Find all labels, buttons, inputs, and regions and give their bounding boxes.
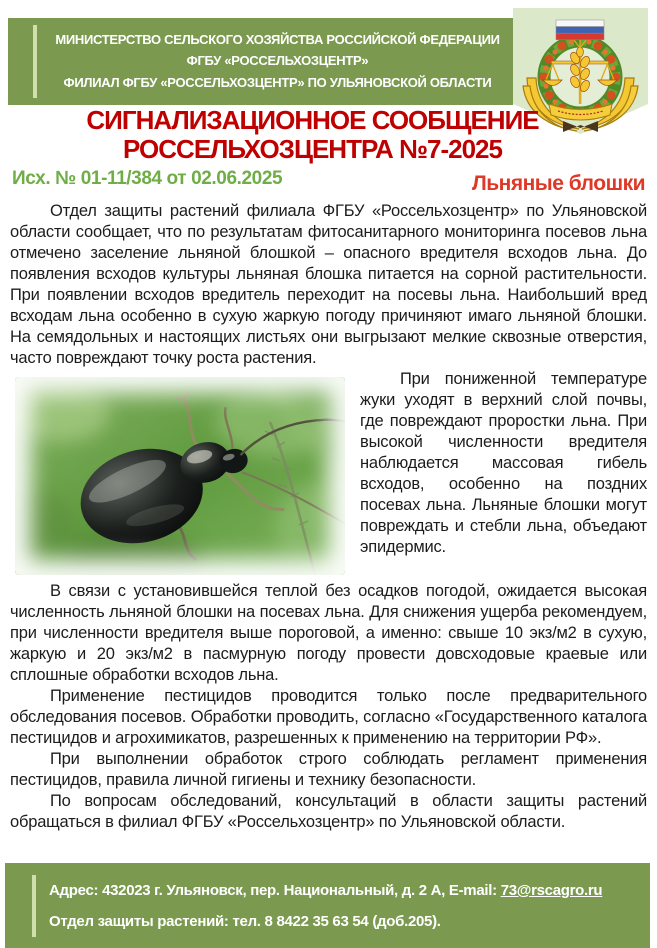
phone-line: Отдел защиты растений: тел. 8 8422 35 63 54 (доб.205). bbox=[49, 913, 441, 930]
title-line-1: СИГНАЛИЗАЦИОННОЕ СООБЩЕНИЕ bbox=[86, 105, 539, 135]
org-line-branch: ФИЛИАЛ ФГБУ «РОССЕЛЬХОЗЦЕНТР» ПО УЛЬЯНОВСКОЙ ОБЛАСТИ bbox=[63, 74, 492, 90]
flax-flea-beetle-photo bbox=[15, 377, 345, 575]
address-text: Адрес: 432023 г. Ульяновск, пер. Национальный, д. 2 А, E-mail: bbox=[49, 882, 501, 899]
body-paragraph: При выполнении обработок строго соблюдать регламент применения пестицидов, правила личной гигиены и технику безопасности. bbox=[10, 750, 647, 789]
org-line-ministry: МИНИСТЕРСТВО СЕЛЬСКОГО ХОЗЯЙСТВА РОССИЙСКОЙ ФЕДЕРАЦИИ bbox=[55, 32, 500, 48]
russia-flag-icon bbox=[556, 20, 604, 40]
page-title bbox=[0, 106, 625, 164]
document-body bbox=[10, 201, 647, 833]
body-paragraph: При пониженной температуре жуки уходят в верхний слой почвы, где повреждают проростки льна. При высокой численности вредителя наблюдается массовая гибель всходов, особенно на поздних посевах льна. Льняные блошки могут повреждать и стебли льна, объедают эпидермис. bbox=[360, 370, 647, 556]
footer-band bbox=[5, 863, 650, 948]
email-link[interactable]: 73@rscagro.ru bbox=[500, 882, 603, 899]
body-paragraph: Отдел защиты растений филиала ФГБУ «Россельхозцентр» по Ульяновской области сообщает, что по результатам фитосанитарного мониторинга посевов льна отмечено заселение льняной блошкой – опасного вредителя всходов льна. До появления всходов культуры льняная блошка питается на сорной растительности. При появлении всходов вредитель переходит на посевы льна. Наибольший вред всходам льна особенно в сухую жаркую погоду причиняют имаго льняной блошки. На семядольных и настоящих листьях они выгрызают мелкие сквозные отверстия, часто повреждают точку роста растения. bbox=[10, 202, 647, 367]
pest-name-heading: Льняные блошки bbox=[472, 172, 645, 195]
footer-accent-stripe bbox=[32, 875, 36, 937]
header-org-lines bbox=[46, 18, 509, 105]
header-accent-stripe bbox=[33, 25, 37, 98]
header-band bbox=[8, 18, 513, 105]
body-paragraph: Применение пестицидов проводится только после предварительного обследования посевов. Обработки проводить, согласно «Государственного каталога пестицидов и агрохимикатов, разрешенных к применению на территории РФ». bbox=[10, 687, 647, 747]
address-line bbox=[49, 875, 642, 906]
body-paragraph: В связи с установившейся теплой без осадков погодой, ожидается высокая численность льняной блошки на посевах льна. Для снижения ущерба рекомендуем, при численности вредителя выше пороговой, а именно: свыше 10 экз/м2 в сухую, жаркую и 20 экз/м2 в пасмурную погоду провести довсходовые краевые или сплошные обработки всходов льна. bbox=[10, 582, 647, 684]
title-line-2: РОССЕЛЬХОЗЦЕНТРА №7-2025 bbox=[123, 134, 502, 164]
outgoing-ref-number: Исх. № 01-11/384 от 02.06.2025 bbox=[12, 168, 283, 189]
org-line-fgbu: ФГБУ «РОССЕЛЬХОЗЦЕНТР» bbox=[186, 53, 369, 69]
body-paragraph: По вопросам обследований, консультаций в области защиты растений обращаться в филиал ФГБУ «Россельхозцентр» по Ульяновской области. bbox=[10, 792, 647, 831]
footer-contacts bbox=[49, 875, 642, 937]
